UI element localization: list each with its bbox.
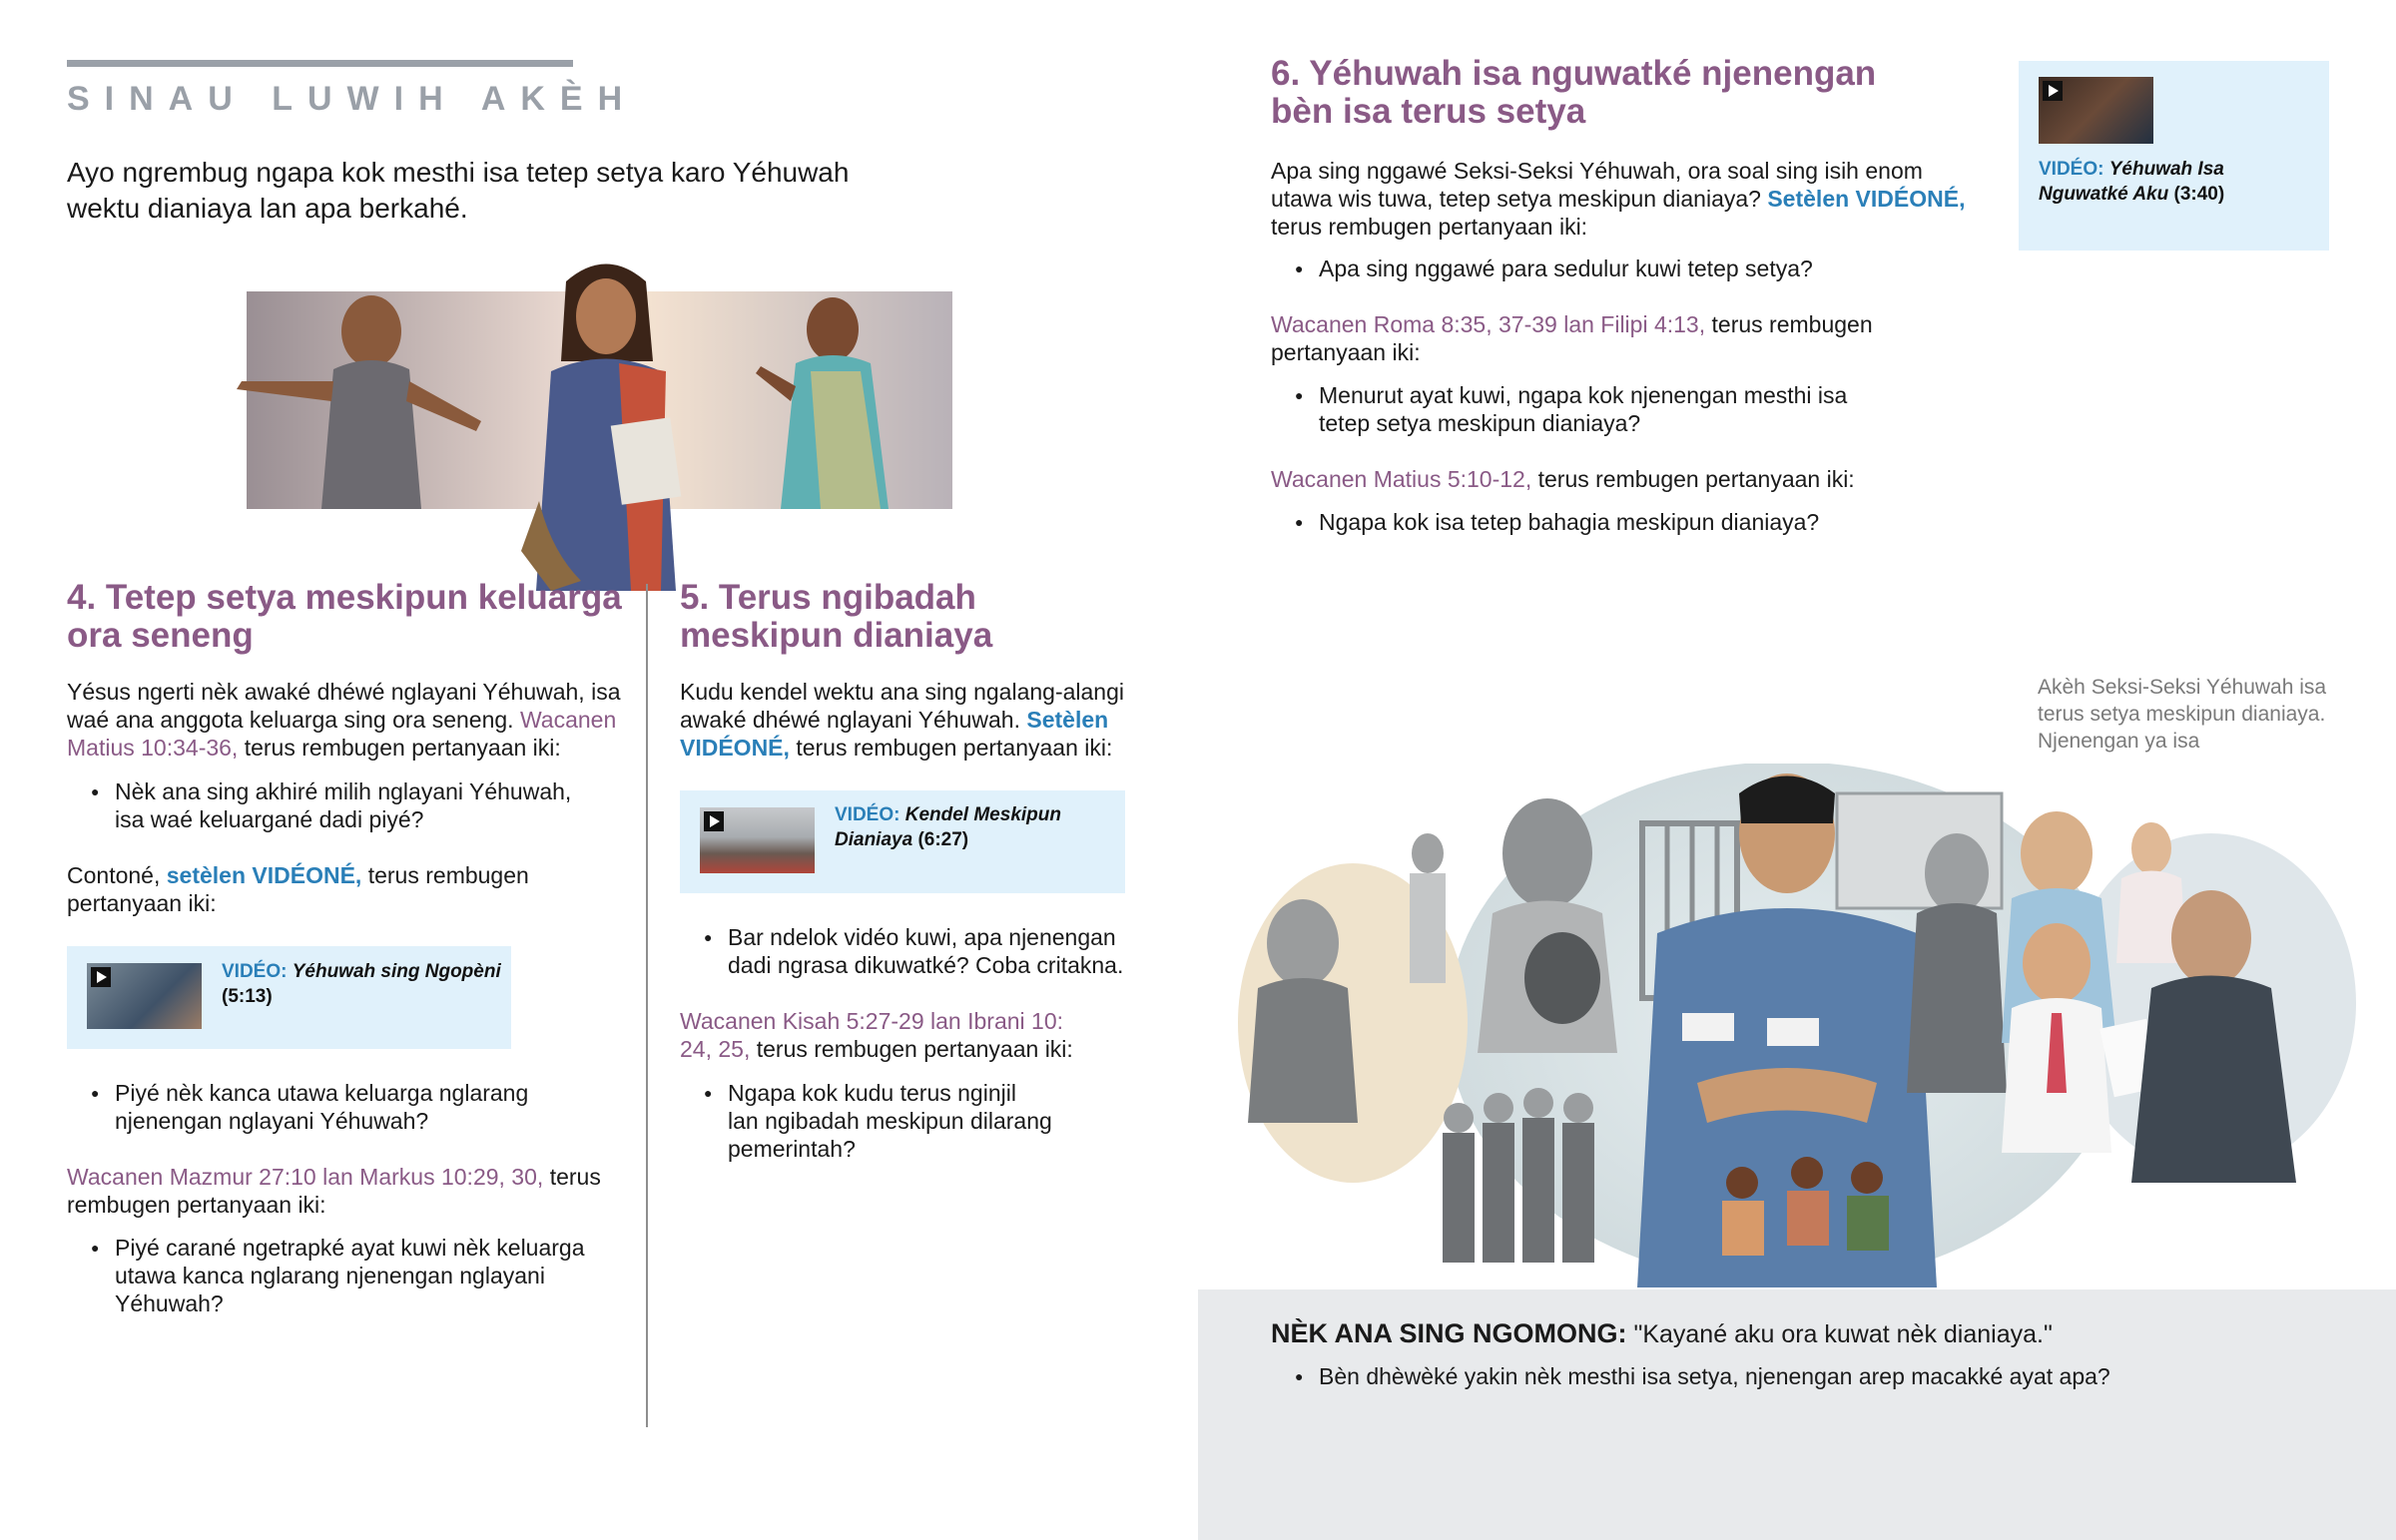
video-thumbnail[interactable] bbox=[87, 963, 202, 1029]
play-icon bbox=[91, 967, 111, 987]
video-card-yehuwah-sing-ngopeni[interactable]: VIDÉO: Yéhuwah sing Ngopèni (5:13) bbox=[67, 946, 511, 1049]
hero-illustration bbox=[222, 252, 952, 591]
video-thumbnail[interactable] bbox=[700, 807, 815, 873]
video-length: (5:13) bbox=[222, 986, 273, 1007]
section-5-question-1: ● Bar ndelok vidéo kuwi, apa njenengan dadi ngrasa dikuwatké? Coba critakna. bbox=[680, 923, 1159, 979]
play-icon bbox=[704, 811, 724, 831]
watch-video-link[interactable]: Setèlen VIDÉONÉ, bbox=[1767, 186, 1966, 212]
section-4-title: 4. Tetep setya meskipun keluarga ora seneng bbox=[67, 578, 622, 655]
watch-video-link[interactable]: setèlen VIDÉONÉ, bbox=[166, 862, 362, 888]
video-title: Kendel Meskipun bbox=[904, 804, 1061, 825]
intro-text: Ayo ngrembug ngapa kok mesthi isa tetep setya karo Yéhuwah wektu dianiaya lan apa berkahé. bbox=[67, 157, 850, 224]
family-opposition-illustration bbox=[222, 252, 952, 591]
header-rule bbox=[67, 60, 573, 67]
section-4-paragraph-3: Wacanen Mazmur 27:10 lan Markus 10:29, 30, terus rembugen pertanyaan iki: bbox=[67, 1164, 601, 1218]
video-title: Yéhuwah sing Ngopèni bbox=[292, 961, 501, 982]
section-6-question-3: ● Ngapa kok isa tetep bahagia meskipun dianiaya? bbox=[1271, 508, 2010, 536]
section-6-question-2: ● Menurut ayat kuwi, ngapa kok njenengan mesthi isa tetep setya meskipun dianiaya? bbox=[1271, 381, 2010, 437]
faithful-witnesses-illustration bbox=[1228, 764, 2366, 1287]
video-length: (6:27) bbox=[917, 829, 969, 850]
section-5-title: 5. Terus ngibadah meskipun dianiaya bbox=[680, 578, 993, 655]
video-length: (3:40) bbox=[2173, 184, 2225, 205]
column-divider bbox=[646, 584, 648, 1427]
video-card-yehuwah-isa-nguwatke-aku[interactable]: VIDÉO: Yéhuwah Isa Nguwatké Aku (3:40) bbox=[2019, 61, 2329, 251]
scripture-ref[interactable]: Wacanen bbox=[519, 707, 617, 733]
scripture-ref[interactable]: Wacanen Matius 5:10-12, bbox=[1271, 466, 1532, 492]
discussion-quote: "Kayané aku ora kuwat nèk dianiaya." bbox=[1633, 1320, 2053, 1348]
video-thumbnail[interactable] bbox=[2039, 77, 2153, 144]
section-4-question-1: ● Nèk ana sing akhiré milih nglayani Yéhuwah, isa waé keluargané dadi piyé? bbox=[67, 777, 646, 833]
scripture-ref[interactable]: Wacanen Roma 8:35, 37-39 lan Filipi 4:13, bbox=[1271, 311, 1706, 337]
watch-video-link[interactable]: Setèlen bbox=[1026, 707, 1109, 733]
discussion-label: NÈK ANA SING NGOMONG: bbox=[1271, 1318, 1627, 1348]
scripture-ref[interactable]: 24, 25, bbox=[680, 1036, 751, 1062]
section-6-question-1: ● Apa sing nggawé para sedulur kuwi tetep setya? bbox=[1271, 255, 2010, 282]
section-4-paragraph-1: Yésus ngerti nèk awaké dhéwé nglayani Yéhuwah, isa waé ana anggota keluarga sing ora seneng. Wacanen Matius 10:34-36, terus rembugen pertanyaan iki: bbox=[67, 679, 621, 761]
play-icon bbox=[2043, 81, 2063, 101]
section-4-question-2: ● Piyé nèk kanca utawa keluarga nglarang njenengan nglayani Yéhuwah? bbox=[67, 1079, 646, 1135]
section-6-paragraph-3: Wacanen Matius 5:10-12, terus rembugen pertanyaan iki: bbox=[1271, 466, 1855, 492]
section-4-paragraph-2: Contoné, setèlen VIDÉONÉ, terus rembugen pertanyaan iki: bbox=[67, 862, 529, 916]
scripture-ref[interactable]: Wacanen Kisah 5:27-29 lan Ibrani 10: bbox=[680, 1008, 1064, 1034]
section-header: SINAU LUWIH AKÈH bbox=[67, 80, 638, 118]
section-4-question-3: ● Piyé carané ngetrapké ayat kuwi nèk keluarga utawa kanca nglarang njenengan nglayani Yéhuwah? bbox=[67, 1234, 646, 1317]
discussion-prompt bbox=[1271, 1317, 2369, 1350]
scripture-ref[interactable]: Wacanen Mazmur 27:10 lan Markus 10:29, 30, bbox=[67, 1164, 544, 1190]
video-card-kendel-meskipun-dianiaya[interactable]: VIDÉO: Kendel Meskipun Dianiaya (6:27) bbox=[680, 790, 1125, 893]
section-6-paragraph-2: Wacanen Roma 8:35, 37-39 lan Filipi 4:13, terus rembugen pertanyaan iki: bbox=[1271, 311, 1873, 365]
discussion-question: ● Bèn dhèwèké yakin nèk mesthi isa setya, njenengan arep macakké ayat apa? bbox=[1271, 1362, 2369, 1390]
scripture-ref[interactable]: Matius 10:34-36, bbox=[67, 735, 239, 761]
section-6-title: 6. Yéhuwah isa nguwatké njenengan bèn isa terus setya bbox=[1271, 54, 1877, 131]
watch-video-link[interactable]: VIDÉONÉ, bbox=[680, 735, 790, 761]
section-5-paragraph-1: Kudu kendel wektu ana sing ngalang-alangi awaké dhéwé nglayani Yéhuwah. Setèlen VIDÉONÉ, terus rembugen pertanyaan iki: bbox=[680, 679, 1124, 761]
section-6-paragraph-1: Apa sing nggawé Seksi-Seksi Yéhuwah, ora soal sing isih enom utawa wis tuwa, tetep setya meskipun dianiaya? Setèlen VIDÉONÉ, terus rembugen pertanyaan iki: bbox=[1271, 158, 1966, 240]
illustration-caption: Akèh Seksi-Seksi Yéhuwah isa terus setya meskipun dianiaya. Njenengan ya isa bbox=[2038, 676, 2327, 753]
video-title: Yéhuwah Isa bbox=[2108, 159, 2224, 180]
section-5-question-2: ● Ngapa kok kudu terus nginjil lan ngibadah meskipun dilarang pemerintah? bbox=[680, 1079, 1159, 1163]
section-5-paragraph-2: Wacanen Kisah 5:27-29 lan Ibrani 10: 24, 25, terus rembugen pertanyaan iki: bbox=[680, 1007, 1159, 1063]
